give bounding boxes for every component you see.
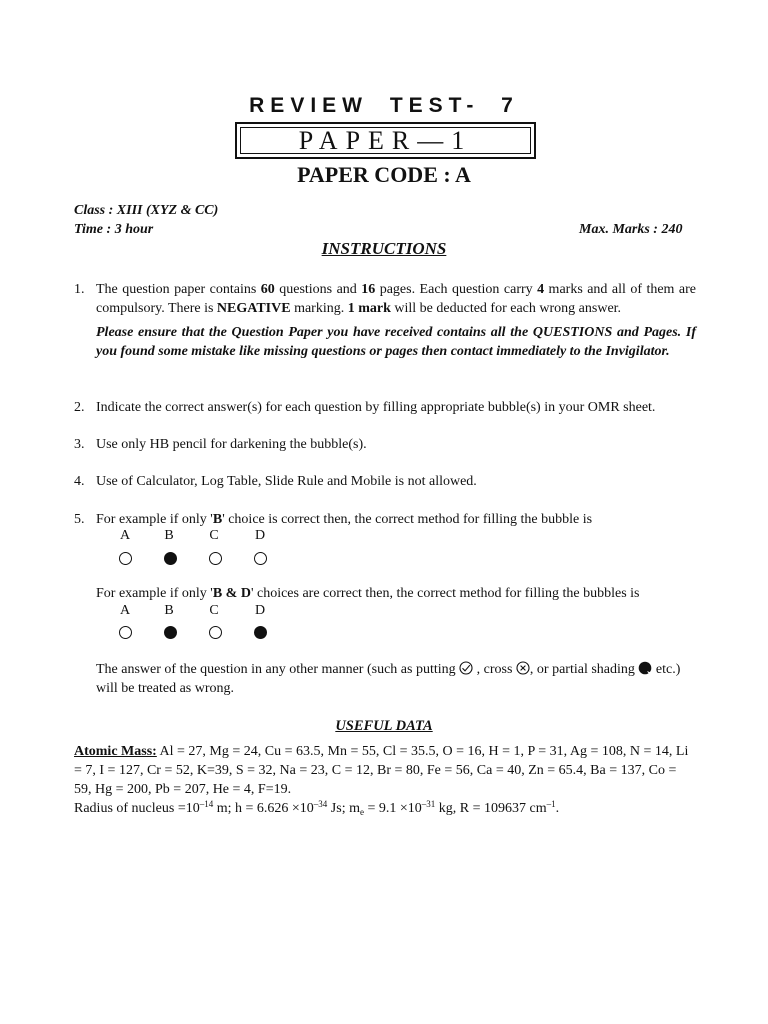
bubble-b [164,552,177,565]
bubble-d [254,626,267,639]
option-letter: B [164,603,174,618]
option-letter: C [209,603,219,618]
bubble-b [164,626,177,639]
cross-mark-icon [516,661,530,675]
instructions-heading: INSTRUCTIONS [321,239,447,258]
option-letter: A [119,603,131,618]
option-letter: A [119,528,131,543]
option-letter: D [254,528,266,543]
option-letter: C [209,528,219,543]
bubble-c [209,626,222,639]
item-number: 1. [74,282,85,297]
test-title: REVIEW TEST- 7 [249,94,519,117]
bubble-c [209,552,222,565]
time-info: Time : 3 hour [74,222,154,237]
bubble-a [119,626,132,639]
paper-label: PAPER—1 [240,127,531,154]
item-text: The question paper contains 60 questions and 16 pages. Each question carry 4 marks and all of them are compulsory. There is NEGATIVE marking. 1 mark will be deducted for each wrong answer. [96,282,696,316]
tick-mark-icon [459,661,473,675]
paper-label-box [235,122,536,159]
option-letter: B [164,528,174,543]
option-letter: D [254,603,266,618]
useful-data-block [74,742,696,818]
constants-line: Radius of nucleus $=10^{-14}$ m; $h = 6.626 \times 10^{-34}$ Js; $m_e = 9.1 \times 10^{-31}$ kg, R = 109637 $cm^{-1}$. [74,799,560,817]
bubble-d [254,552,267,565]
bubble-a [119,552,132,565]
class-info: Class : XIII (XYZ & CC) [74,203,219,218]
partial-shading-icon [638,661,652,675]
atomic-mass-line: Atomic Mass: Al = 27, Mg = 24, Cu = 63.5, Mn = 55, Cl = 35.5, O = 16, H = 1, P = 31, Ag = 108, N = 14, Li = 7, I = 127, Cr = 52, K=39, S = 32, Na = 23, C = 12, Br = 80, Fe = 56, Ca = 40, Zn = 65.4, Ba = 137, Co = 59, Hg = 200, Pb = 207, He = 4, F=19. [74,744,689,797]
paper-code: PAPER CODE : A [297,162,471,187]
useful-data-heading: USEFUL DATA [335,718,433,734]
max-marks: Max. Marks : 240 [579,222,683,237]
